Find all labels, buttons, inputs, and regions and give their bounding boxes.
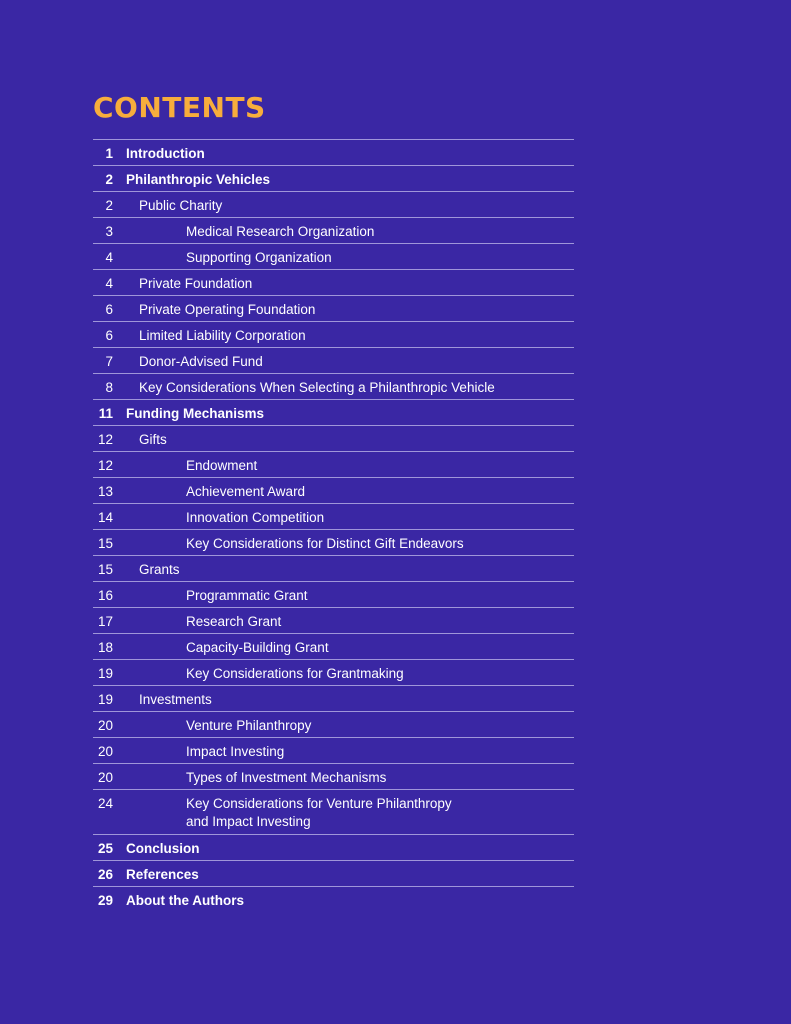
toc-page-number: 8 [105, 380, 113, 395]
toc-entry-label: Conclusion [126, 841, 200, 856]
toc-entry[interactable] [93, 348, 574, 374]
toc-page-number: 12 [97, 432, 113, 447]
toc-entry-label: Programmatic Grant [186, 588, 308, 603]
page-title: CONTENTS [93, 91, 266, 124]
toc-page-number: 14 [97, 510, 113, 525]
toc-page-number: 26 [97, 867, 113, 882]
toc-entry[interactable] [93, 861, 574, 887]
toc-entry[interactable] [93, 686, 574, 712]
toc-entry[interactable] [93, 504, 574, 530]
toc-entry-label: About the Authors [126, 893, 244, 908]
toc-entry-label: Introduction [126, 146, 205, 161]
toc-entry[interactable] [93, 400, 574, 426]
toc-entry-label: Investments [139, 692, 212, 707]
toc-entry[interactable] [93, 660, 574, 686]
toc-entry-label: Limited Liability Corporation [139, 328, 306, 343]
toc-entry[interactable] [93, 166, 574, 192]
contents-page [93, 88, 574, 913]
toc-page-number: 25 [97, 841, 113, 856]
toc-page-number: 20 [97, 744, 113, 759]
toc-page-number: 18 [97, 640, 113, 655]
toc-entry-label: Donor-Advised Fund [139, 354, 263, 369]
toc-entry[interactable] [93, 140, 574, 166]
toc-entry[interactable] [93, 244, 574, 270]
toc-entry-label: Venture Philanthropy [186, 718, 312, 733]
toc-entry-label: Gifts [139, 432, 167, 447]
toc-entry-label: Funding Mechanisms [126, 406, 265, 421]
toc-entry-label: Innovation Competition [186, 510, 325, 525]
toc-entry[interactable] [93, 478, 574, 504]
toc-page-number: 15 [97, 562, 113, 577]
toc-page-number: 17 [97, 614, 113, 629]
toc-entry-label: Types of Investment Mechanisms [186, 770, 387, 785]
toc-entry-label: Public Charity [139, 198, 223, 213]
toc-entry[interactable] [93, 452, 574, 478]
toc-entry[interactable] [93, 738, 574, 764]
toc-entry-label: References [126, 867, 199, 882]
toc-entry[interactable] [93, 634, 574, 660]
toc-page-number: 2 [105, 172, 113, 187]
toc-page-number: 4 [105, 276, 113, 291]
toc-page-number: 29 [97, 893, 113, 908]
toc-page-number: 3 [105, 224, 113, 239]
toc-page-number: 12 [97, 458, 113, 473]
toc-entry-label: Impact Investing [186, 744, 285, 759]
toc-page-number: 20 [97, 770, 113, 785]
toc-entry-label: Philanthropic Vehicles [126, 172, 271, 187]
toc-entry[interactable] [93, 192, 574, 218]
toc-entry[interactable] [93, 712, 574, 738]
toc-entry-label: Key Considerations for Venture Philanthropy and Impact Investing [186, 796, 452, 829]
toc-entry[interactable] [93, 608, 574, 634]
toc-page-number: 1 [105, 146, 113, 161]
toc-entry[interactable] [93, 218, 574, 244]
toc-entry[interactable] [93, 270, 574, 296]
toc-entry[interactable] [93, 582, 574, 608]
toc-page-number: 19 [97, 666, 113, 681]
toc-page-number: 2 [105, 198, 113, 213]
toc-entry[interactable] [93, 296, 574, 322]
toc-page-number: 7 [105, 354, 113, 369]
toc-page-number: 6 [105, 328, 113, 343]
toc-entry-label: Endowment [186, 458, 258, 473]
toc-entry[interactable] [93, 374, 574, 400]
toc-entry[interactable] [93, 530, 574, 556]
toc-page-number: 16 [97, 588, 113, 603]
toc-entry-label: Medical Research Organization [186, 224, 375, 239]
toc-page-number: 13 [97, 484, 113, 499]
toc-entry[interactable] [93, 426, 574, 452]
toc-entry-label: Achievement Award [186, 484, 306, 499]
toc-entry[interactable] [93, 835, 574, 861]
table-of-contents [93, 139, 574, 913]
toc-page-number: 6 [105, 302, 113, 317]
toc-page-number: 4 [105, 250, 113, 265]
toc-page-number: 20 [97, 718, 113, 733]
toc-entry[interactable] [93, 790, 574, 835]
toc-entry-label: Key Considerations for Grantmaking [186, 666, 404, 681]
toc-entry-label: Supporting Organization [186, 250, 332, 265]
toc-entry-label: Grants [139, 562, 180, 577]
toc-page-number: 19 [97, 692, 113, 707]
toc-page-number: 11 [98, 406, 113, 421]
toc-entry[interactable] [93, 764, 574, 790]
toc-entry-label: Key Considerations When Selecting a Philanthropic Vehicle [139, 380, 495, 395]
toc-entry-label: Private Foundation [139, 276, 253, 291]
toc-entry[interactable] [93, 556, 574, 582]
toc-entry[interactable] [93, 887, 574, 913]
toc-entry-label: Capacity-Building Grant [186, 640, 329, 655]
toc-entry-label: Research Grant [186, 614, 282, 629]
toc-entry-label: Private Operating Foundation [139, 302, 316, 317]
toc-entry[interactable] [93, 322, 574, 348]
toc-page-number: 24 [97, 796, 113, 811]
toc-page-number: 15 [97, 536, 113, 551]
toc-entry-label: Key Considerations for Distinct Gift Endeavors [186, 536, 464, 551]
